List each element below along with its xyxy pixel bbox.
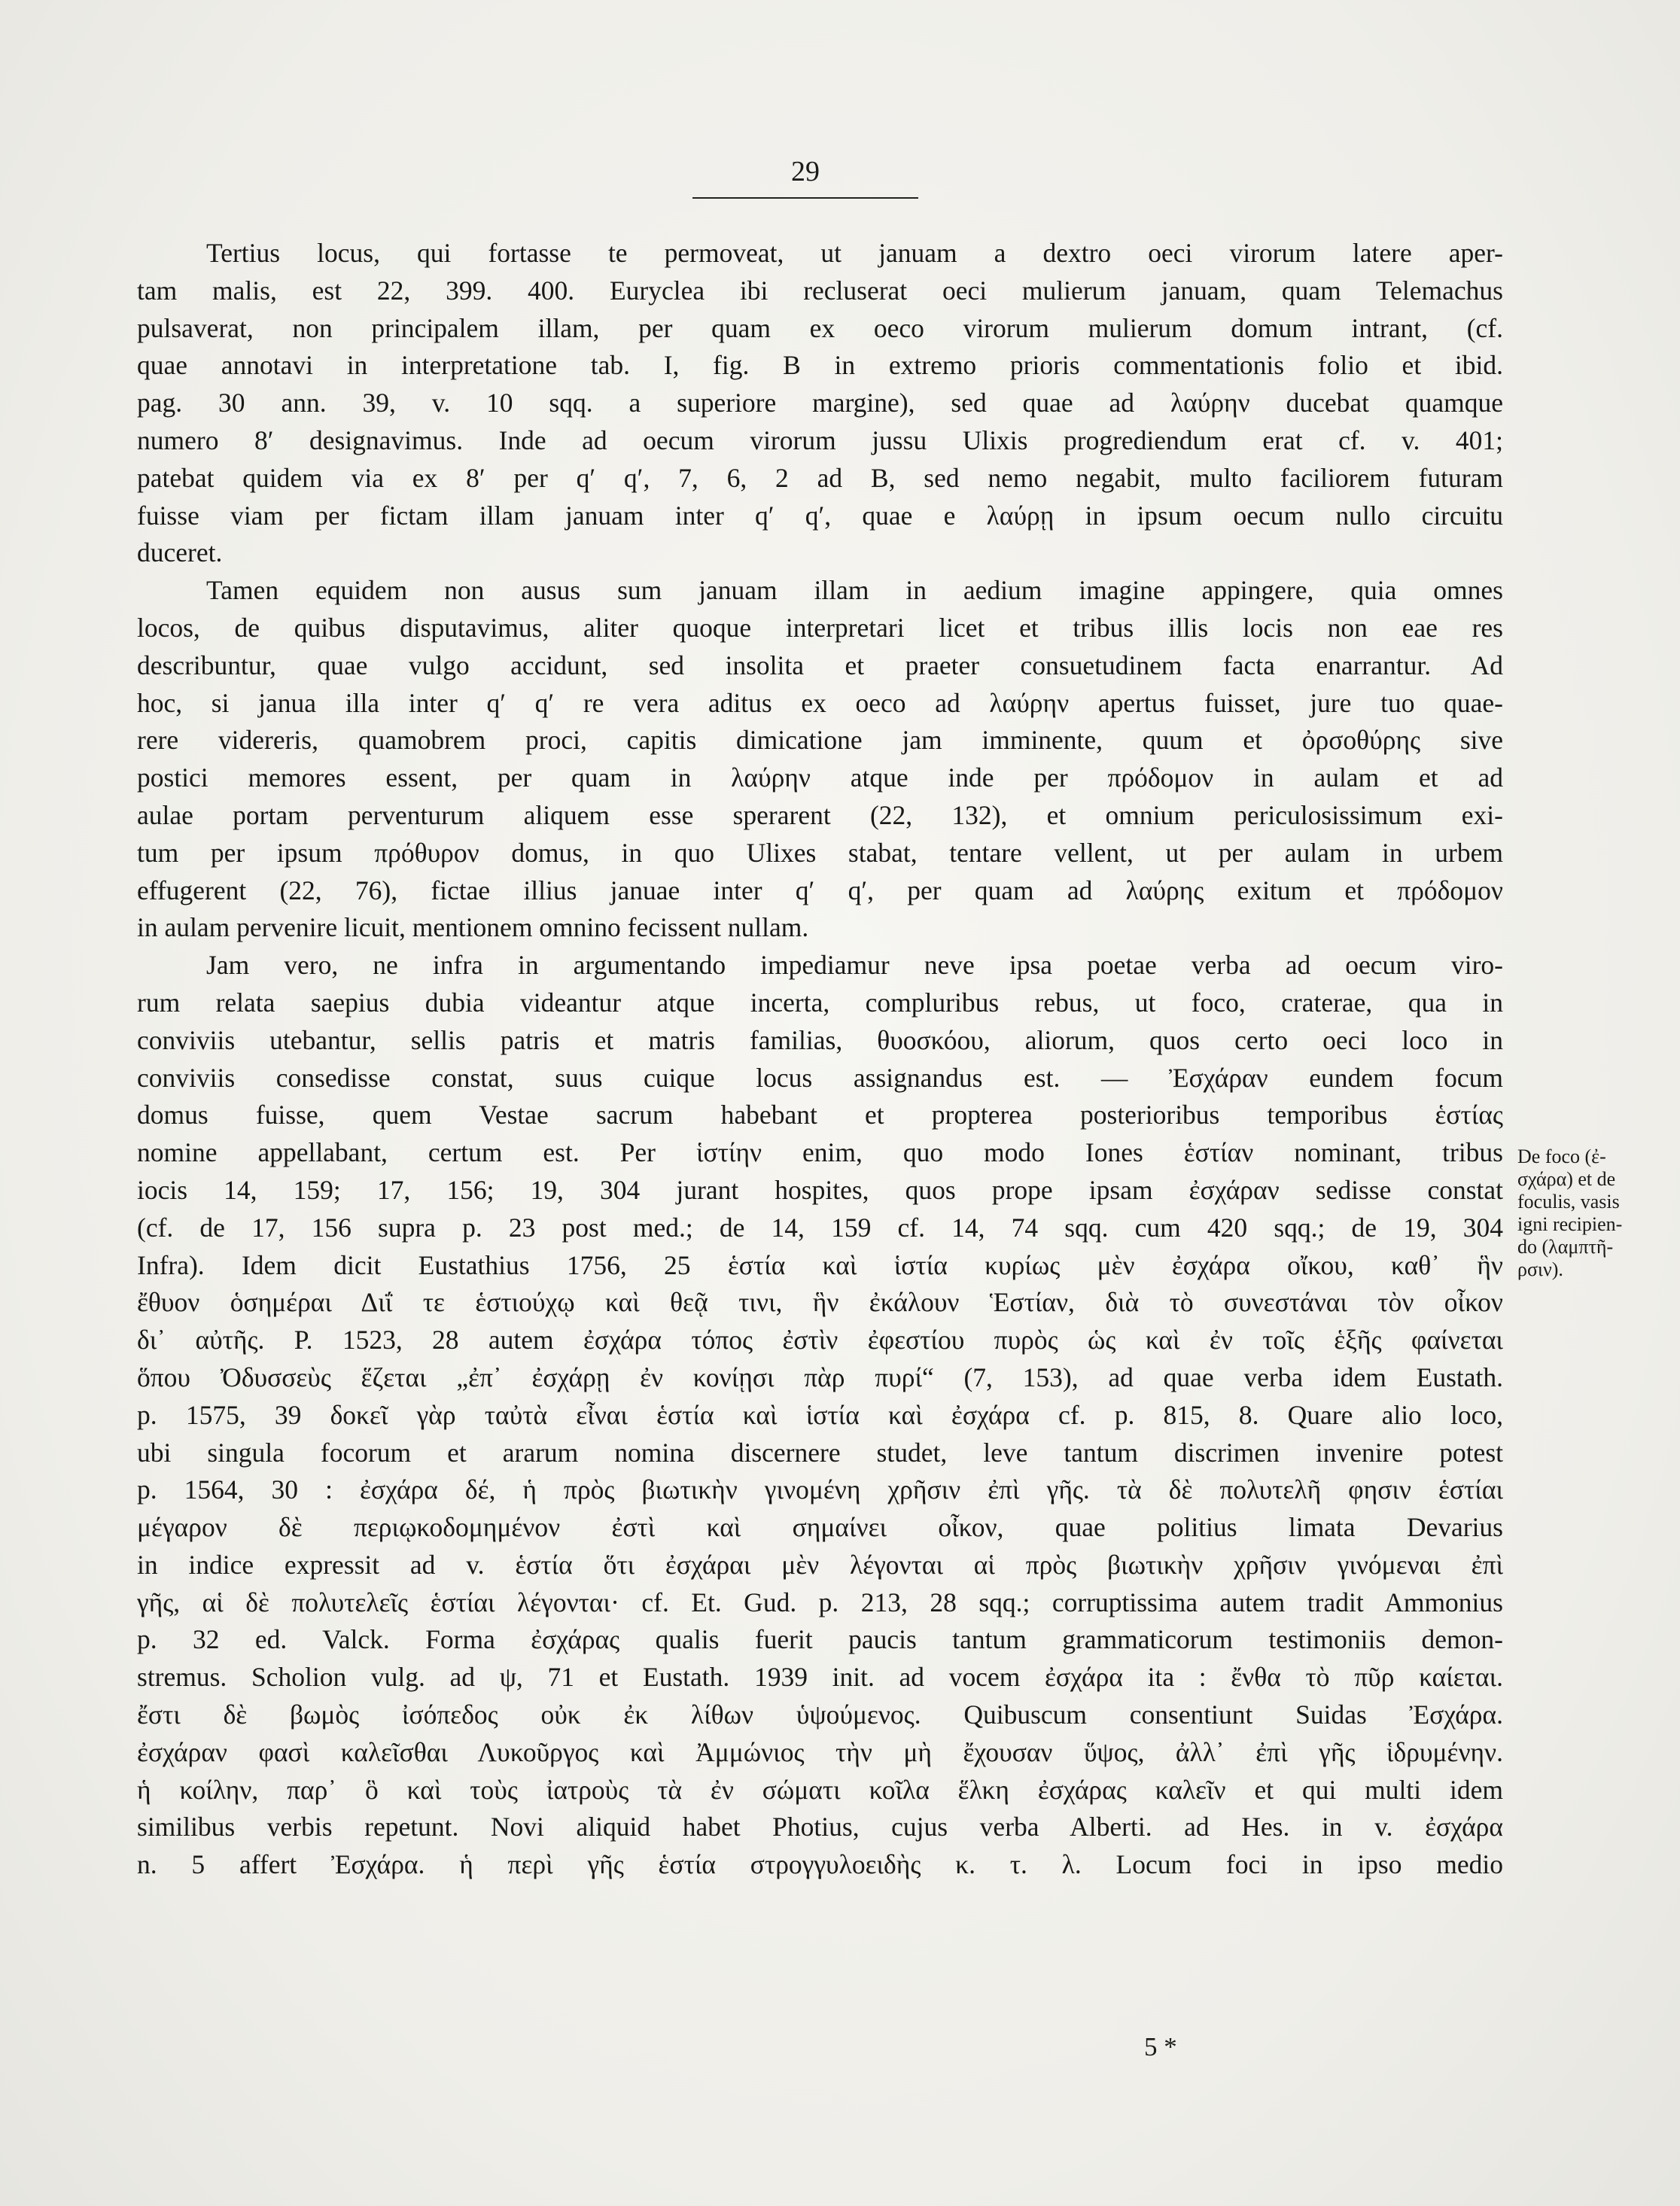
text-line: effugerent (22, 76), fictae illius januae inter q′ q′, per quam ad λαύρης exitum et πρόδομον (137, 875, 1503, 905)
margin-note-line: ρσιν). (1517, 1258, 1563, 1280)
text-line: conviviis consedisse constat, suus cuique locus assignandus est. — Ἐσχάραν eundem focum (137, 1062, 1503, 1093)
text-line: γῆς, αἱ δὲ πολυτελεῖς ἑστίαι λέγονται· cf. Et. Gud. p. 213, 28 sqq.; corruptissima autem tradit Ammonius (137, 1587, 1503, 1617)
text-line: domus fuisse, quem Vestae sacrum habebant et propterea posterioribus temporibus ἑστίας (137, 1100, 1503, 1130)
body-text (137, 235, 1503, 1884)
text-line: nomine appellabant, certum est. Per ἱστίην enim, quo modo Iones ἑστίαν nominant, tribus (137, 1137, 1503, 1168)
text-line: ἡ κοίλην, παρ᾽ ὃ καὶ τοὺς ἰατροὺς τὰ ἐν σώματι κοῖλα ἕλκη ἐσχάρας καλεῖν et qui multi idem (137, 1774, 1503, 1805)
text-line: hoc, si janua illa inter q′ q′ re vera aditus ex oeco ad λαύρην apertus fuisset, jure tuo quae- (137, 687, 1503, 718)
page-number-rule (692, 197, 918, 199)
text-line: in indice expressit ad v. ἑστία ὅτι ἐσχάραι μὲν λέγονται αἱ πρὸς βιωτικὴν χρῆσιν γινόμεναι ἐπὶ (137, 1549, 1503, 1580)
text-line: Tertius locus, qui fortasse te permoveat, ut januam a dextro oeci virorum latere aper- (206, 238, 1503, 268)
text-line: p. 1575, 39 δοκεῖ γὰρ ταὐτὰ εἶναι ἑστία καὶ ἱστία καὶ ἐσχάρα cf. p. 815, 8. Quare alio loco, (137, 1399, 1503, 1430)
text-line: pulsaverat, non principalem illam, per quam ex oeco virorum mulierum domum intrant, (cf. (137, 312, 1503, 343)
text-line: μέγαρον δὲ περιῳκοδομημένον ἐστὶ καὶ σημαίνει οἶκον, quae politius limata Devarius (137, 1512, 1503, 1543)
text-line: rum relata saepius dubia videantur atque incerta, compluribus rebus, ut foco, craterae, qua in (137, 987, 1503, 1018)
text-line: aulae portam perventurum aliquem esse sperarent (22, 132), et omnium periculosissimum exi- (137, 799, 1503, 830)
text-line: in aulam pervenire licuit, mentionem omnino fecissent nullam. (137, 912, 809, 943)
text-line: rere videreris, quamobrem proci, capitis dimicatione jam imminente, quum et ὀρσοθύρης sive (137, 725, 1503, 756)
text-line: (cf. de 17, 156 supra p. 23 post med.; de 14, 159 cf. 14, 74 sqq. cum 420 sqq.; de 19, 304 (137, 1212, 1503, 1243)
margin-note-line: De foco (ἐ- (1517, 1146, 1606, 1167)
text-line: ἐσχάραν φασὶ καλεῖσθαι Λυκοῦργος καὶ Ἀμμώνιος τὴν μὴ ἔχουσαν ὕψος, ἀλλ᾽ ἐπὶ γῆς ἱδρυμένην. (137, 1736, 1503, 1767)
text-line: tam malis, est 22, 399. 400. Euryclea ibi recluserat oeci mulierum januam, quam Telemachus (137, 275, 1503, 306)
text-line: Infra). Idem dicit Eustathius 1756, 25 ἑστία καὶ ἱστία κυρίως μὲν ἐσχάρα οἴκου, καθ᾽ ἣν (137, 1249, 1503, 1280)
text-line: similibus verbis repetunt. Novi aliquid habet Photius, cujus verba Alberti. ad Hes. in v. ἐσχάρα (137, 1812, 1503, 1842)
text-line: ὅπου Ὀδυσσεὺς ἕζεται „ἐπ᾽ ἐσχάρῃ ἐν κονίῃσι πὰρ πυρί“ (7, 153), ad quae verba idem Eustath. (137, 1362, 1503, 1392)
signature-mark: 5 * (1144, 2032, 1177, 2061)
text-line: describuntur, quae vulgo accidunt, sed insolita et praeter consuetudinem facta enarrantur. Ad (137, 650, 1503, 680)
text-line: duceret. (137, 537, 223, 568)
text-line: numero 8′ designavimus. Inde ad oecum virorum jussu Ulixis progrediendum erat cf. v. 401; (137, 424, 1503, 455)
page-number: 29 (791, 156, 820, 187)
text-line: patebat quidem via ex 8′ per q′ q′, 7, 6, 2 ad B, sed nemo negabit, multo faciliorem futuram (137, 462, 1503, 493)
text-line: δι᾽ αὐτῆς. P. 1523, 28 autem ἐσχάρα τόπος ἐστὶν ἐφεστίου πυρὸς ὡς καὶ ἐν τοῖς ἑξῆς φαίνεται (137, 1325, 1503, 1356)
margin-note-line: foculis, vasis (1517, 1191, 1620, 1213)
margin-note (1517, 1146, 1668, 1281)
text-line: n. 5 affert Ἐσχάρα. ἡ περὶ γῆς ἑστία στρογγυλοειδὴς κ. τ. λ. Locum foci in ipso medio (137, 1849, 1503, 1880)
text-line: p. 32 ed. Valck. Forma ἐσχάρας qualis fuerit paucis tantum grammaticorum testimoniis demon- (137, 1624, 1503, 1655)
text-line: locos, de quibus disputavimus, aliter quoque interpretari licet et tribus illis locis non eae res (137, 612, 1503, 643)
margin-note-line: igni recipien- (1517, 1213, 1623, 1235)
text-line: conviviis utebantur, sellis patris et matris familias, θυοσκόου, aliorum, quos certo oeci loco in (137, 1024, 1503, 1055)
text-line: Jam vero, ne infra in argumentando impediamur neve ipsa poetae verba ad oecum viro- (206, 950, 1503, 981)
text-line: fuisse viam per fictam illam januam inter q′ q′, quae e λαύρῃ in ipsum oecum nullo circuitu (137, 500, 1503, 531)
text-line: postici memores essent, per quam in λαύρην atque inde per πρόδομον in aulam et ad (137, 762, 1503, 793)
text-line: stremus. Scholion vulg. ad ψ, 71 et Eustath. 1939 init. ad vocem ἐσχάρα ita : ἔνθα τὸ πῦρ καίεται. (137, 1662, 1503, 1693)
text-line: p. 1564, 30 : ἐσχάρα δέ, ἡ πρὸς βιωτικὴν γινομένη χρῆσιν ἐπὶ γῆς. τὰ δὲ πολυτελῆ φησιν ἑστίαι (137, 1474, 1503, 1505)
text-line: quae annotavi in interpretatione tab. I, fig. B in extremo prioris commentationis folio et ibid. (137, 350, 1503, 381)
text-line: Tamen equidem non ausus sum januam illam in aedium imagine appingere, quia omnes (206, 575, 1503, 606)
text-line: iocis 14, 159; 17, 156; 19, 304 jurant hospites, quos prope ipsam ἐσχάραν sedisse constat (137, 1174, 1503, 1205)
margin-note-line: σχάρα) et de (1517, 1168, 1616, 1190)
text-line: ubi singula focorum et ararum nomina discernere studet, leve tantum discrimen invenire potest (137, 1437, 1503, 1468)
text-line: tum per ipsum πρόθυρον domus, in quo Ulixes stabat, tentare vellent, ut per aulam in urbem (137, 837, 1503, 868)
text-line: ἔστι δὲ βωμὸς ἰσόπεδος οὐκ ἐκ λίθων ὑψούμενος. Quibuscum consentiunt Suidas Ἐσχάρα. (137, 1699, 1503, 1730)
text-line: ἔθυον ὁσημέραι Διΐ τε ἑστιούχῳ καὶ θεᾷ τινι, ἣν ἐκάλουν Ἑστίαν, διὰ τὸ συνεστάναι τὸν οἶκον (137, 1287, 1503, 1318)
text-line: pag. 30 ann. 39, v. 10 sqq. a superiore margine), sed quae ad λαύρην ducebat quamque (137, 388, 1503, 418)
margin-note-line: do (λαμπτῆ- (1517, 1236, 1614, 1258)
